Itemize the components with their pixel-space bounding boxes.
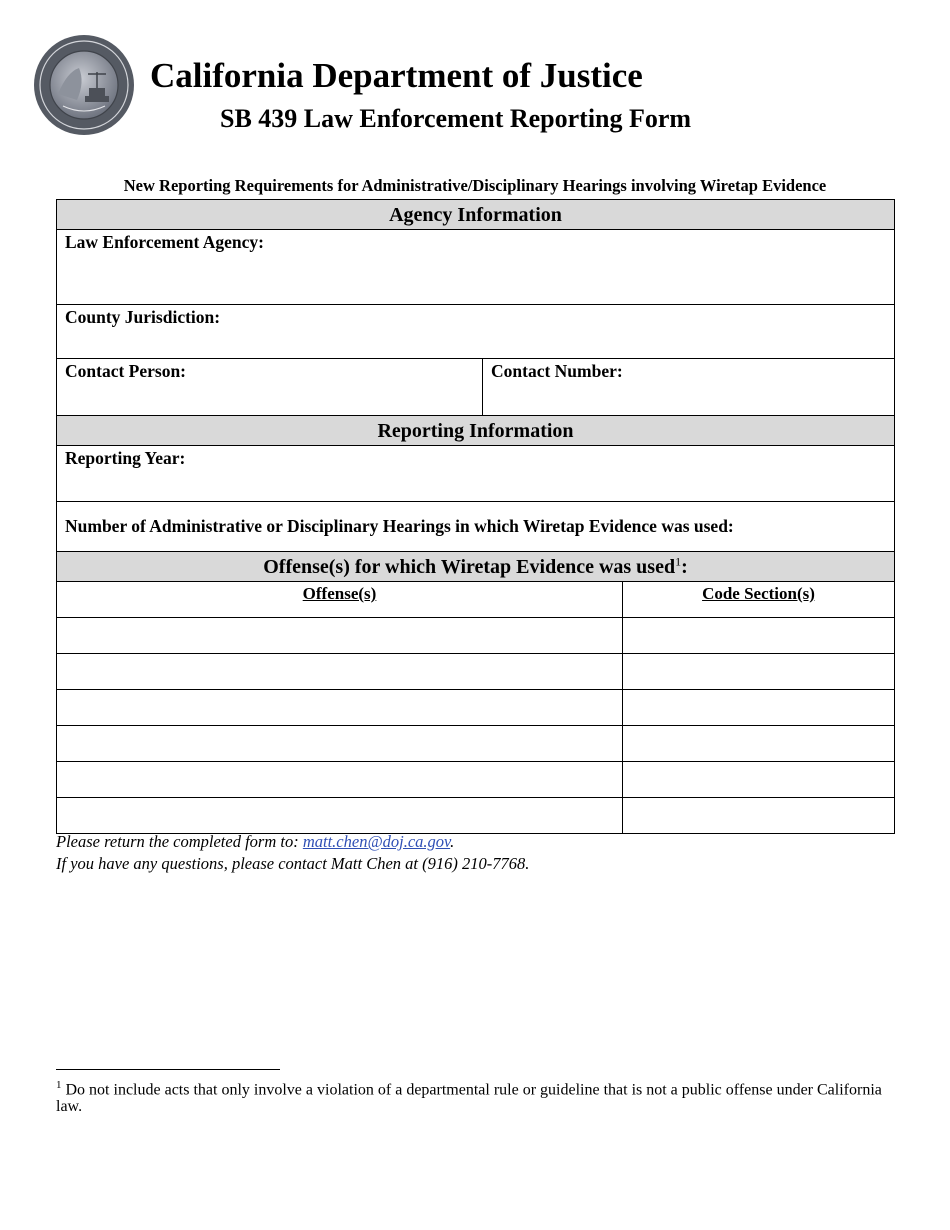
reporting-form-table [56, 199, 895, 834]
offense-row [57, 654, 895, 690]
reporting-information-header: Reporting Information [57, 416, 895, 446]
offense-section-header [57, 552, 895, 582]
doj-seal-icon [33, 34, 135, 136]
county-jurisdiction-field[interactable] [57, 305, 895, 359]
agency-information-header: Agency Information [57, 200, 895, 230]
footnote-marker: 1 [675, 553, 682, 568]
return-suffix-text: . [450, 832, 455, 851]
hearings-count-label: Number of Administrative or Disciplinary Hearings in which Wiretap Evidence was used: [65, 516, 734, 536]
offense-row [57, 618, 895, 654]
offense-cell[interactable] [57, 690, 623, 726]
offense-section-title-suffix: : [681, 555, 688, 578]
page-title: California Department of Justice [150, 56, 643, 95]
offense-row [57, 690, 895, 726]
offense-cell[interactable] [57, 726, 623, 762]
offense-section-title: Offense(s) for which Wiretap Evidence was used [263, 555, 676, 578]
hearings-count-field[interactable] [57, 502, 895, 552]
questions-line: If you have any questions, please contact Matt Chen at (916) 210-7768. [56, 854, 530, 873]
contact-person-field[interactable] [57, 359, 483, 416]
requirements-heading: New Reporting Requirements for Administrative/Disciplinary Hearings involving Wiretap Evidence [123, 176, 827, 195]
offense-row [57, 798, 895, 834]
footnote-text: Do not include acts that only involve a violation of a departmental rule or guideline that is not a public offense under California law. [56, 1081, 882, 1116]
return-prefix-text: Please return the completed form to: [56, 832, 303, 851]
return-instructions [56, 831, 529, 875]
code-section-cell[interactable] [623, 654, 895, 690]
code-section-cell[interactable] [623, 690, 895, 726]
contact-number-label: Contact Number: [491, 361, 623, 381]
reporting-year-field[interactable] [57, 446, 895, 502]
footnote-divider [56, 1069, 280, 1070]
footnote-number: 1 [56, 1079, 62, 1091]
reporting-year-label: Reporting Year: [65, 448, 186, 468]
contact-person-label: Contact Person: [65, 361, 187, 381]
offense-cell[interactable] [57, 618, 623, 654]
offense-row [57, 762, 895, 798]
contact-number-field[interactable] [483, 359, 895, 416]
law-enforcement-agency-label: Law Enforcement Agency: [65, 232, 264, 252]
code-section-cell[interactable] [623, 798, 895, 834]
offense-cell[interactable] [57, 654, 623, 690]
code-section-cell[interactable] [623, 726, 895, 762]
county-jurisdiction-label: County Jurisdiction: [65, 307, 221, 327]
offenses-column-header: Offense(s) [57, 582, 623, 618]
offense-cell[interactable] [57, 762, 623, 798]
code-section-cell[interactable] [623, 618, 895, 654]
code-section-cell[interactable] [623, 762, 895, 798]
code-sections-column-header: Code Section(s) [623, 582, 895, 618]
footnote [56, 1077, 886, 1115]
form-subtitle: SB 439 Law Enforcement Reporting Form [220, 104, 692, 133]
email-link[interactable]: matt.chen@doj.ca.gov [302, 832, 451, 851]
return-line [56, 831, 529, 853]
law-enforcement-agency-field[interactable] [57, 230, 895, 305]
offense-row [57, 726, 895, 762]
offense-cell[interactable] [57, 798, 623, 834]
